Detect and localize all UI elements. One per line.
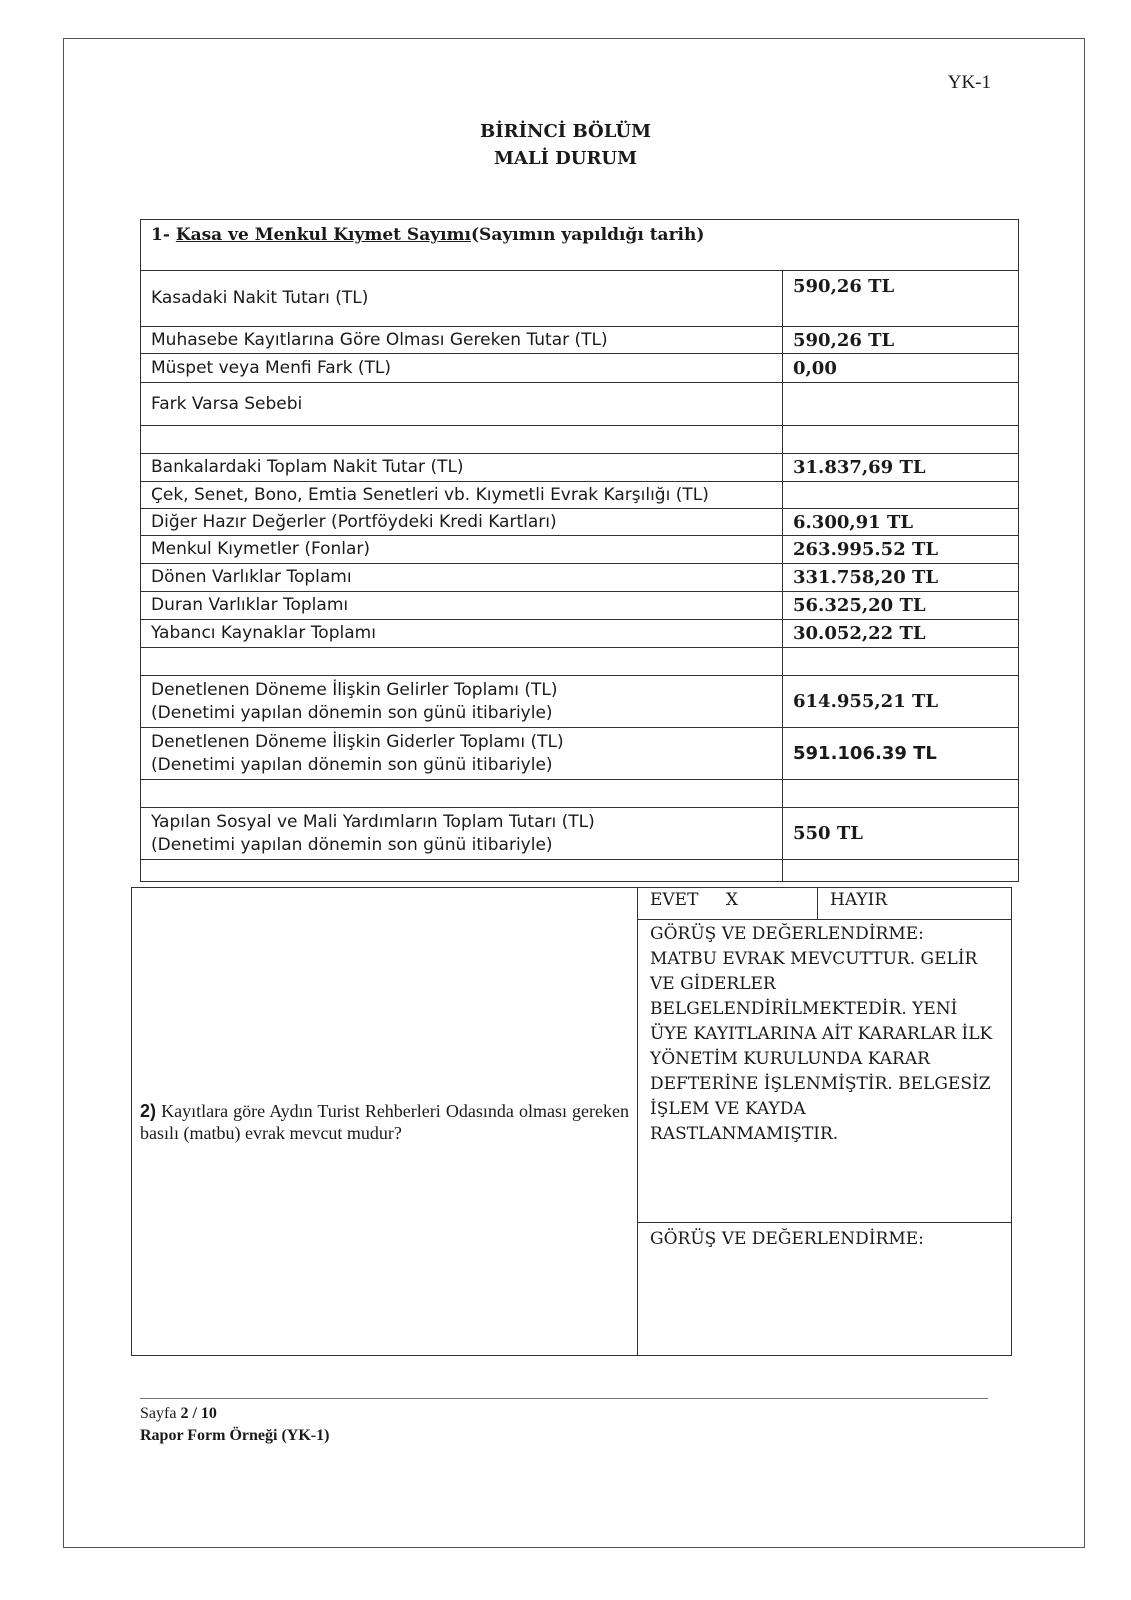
printed-documents-table	[131, 887, 1012, 1356]
opinion1-text: MATBU EVRAK MEVCUTTUR. GELİR VE GİDERLER BELGELENDİRİLMEKTEDİR. YENİ ÜYE KAYITLARINA AİT KARARLAR İLK YÖNETİM KURULUNDA KARAR DEFTERİNE İŞLENMİŞTİR. BELGESİZ İŞLEM VE KAYDA RASTLANMAMIŞTIR.	[650, 949, 993, 1144]
kasa-value: 590,26 TL	[783, 271, 1019, 327]
diger-label: Diğer Hazır Değerler (Portföydeki Kredi Kartları)	[141, 509, 783, 536]
section-heading: BİRİNCİ BÖLÜM	[480, 121, 651, 142]
donen-value: 331.758,20 TL	[783, 564, 1019, 592]
gider-label	[141, 728, 783, 780]
evet-option	[638, 888, 818, 919]
donen-label: Dönen Varlıklar Toplamı	[141, 564, 783, 592]
table-row	[141, 271, 1019, 327]
spacer-row	[141, 780, 1019, 808]
yes-no-cell	[638, 888, 1012, 920]
gelir-label-line2: (Denetimi yapılan dönemin son günü itibariyle)	[151, 702, 553, 723]
page-number	[140, 1403, 329, 1425]
spacer-cell	[783, 426, 1019, 454]
diger-value: 6.300,91 TL	[783, 509, 1019, 536]
table-row	[141, 509, 1019, 536]
spacer-row	[141, 648, 1019, 676]
fark-value: 0,00	[783, 354, 1019, 383]
banka-label: Bankalardaki Toplam Nakit Tutar (TL)	[141, 454, 783, 482]
evet-mark: X	[725, 890, 738, 910]
question-cell	[132, 888, 638, 1356]
table-row	[141, 592, 1019, 620]
cek-value	[783, 482, 1019, 509]
spacer-row	[141, 426, 1019, 454]
question-text: Kayıtlara göre Aydın Turist Rehberleri Odasında olması gereken basılı (matbu) evrak mevcut mudur?	[140, 1100, 629, 1143]
yardim-value: 550 TL	[783, 808, 1019, 860]
table-row	[141, 482, 1019, 509]
spacer-cell	[783, 860, 1019, 882]
spacer-cell	[783, 648, 1019, 676]
question-number: 2)	[140, 1100, 157, 1121]
gelir-value: 614.955,21 TL	[783, 676, 1019, 728]
kasa-label: Kasadaki Nakit Tutarı (TL)	[141, 271, 783, 327]
table-row	[141, 808, 1019, 860]
spacer-cell	[141, 860, 783, 882]
section1-number: 1-	[151, 225, 170, 245]
page-prefix: Sayfa	[140, 1405, 177, 1422]
opinion2-heading: GÖRÜŞ VE DEĞERLENDİRME:	[650, 1229, 924, 1249]
yabanci-label: Yabancı Kaynaklar Toplamı	[141, 620, 783, 648]
hayir-option	[818, 888, 899, 919]
banka-value: 31.837,69 TL	[783, 454, 1019, 482]
yabanci-value: 30.052,22 TL	[783, 620, 1019, 648]
section1-title-underlined: Kasa ve Menkul Kıymet Sayımı	[175, 225, 471, 245]
table-row	[141, 354, 1019, 383]
table-row	[141, 536, 1019, 564]
page-sep: /	[192, 1405, 197, 1422]
form-code: YK-1	[947, 72, 991, 93]
spacer-cell	[141, 780, 783, 808]
menkul-label: Menkul Kıymetler (Fonlar)	[141, 536, 783, 564]
section-subheading: MALİ DURUM	[493, 148, 638, 169]
duran-value: 56.325,20 TL	[783, 592, 1019, 620]
table-row	[141, 383, 1019, 426]
gider-label-line2: (Denetimi yapılan dönemin son günü itibariyle)	[151, 754, 553, 775]
opinion-cell-1	[638, 920, 1012, 1223]
page-current: 2	[180, 1405, 189, 1422]
page-title	[0, 118, 1131, 172]
spacer-cell	[141, 426, 783, 454]
page-total: 10	[200, 1405, 217, 1422]
table-row	[141, 728, 1019, 780]
sebep-label: Fark Varsa Sebebi	[141, 383, 783, 426]
section1-title-rest: (Sayımın yapıldığı tarih)	[471, 225, 705, 245]
table-row	[141, 564, 1019, 592]
menkul-value: 263.995.52 TL	[783, 536, 1019, 564]
form-name: Rapor Form Örneği (YK-1)	[140, 1427, 330, 1444]
cash-securities-table	[140, 219, 1019, 882]
footer	[140, 1403, 329, 1447]
opinion1-heading: GÖRÜŞ VE DEĞERLENDİRME:	[650, 924, 924, 944]
table-row	[141, 327, 1019, 354]
yardim-label-line2: (Denetimi yapılan dönemin son günü itibariyle)	[151, 834, 553, 855]
footer-divider	[140, 1398, 988, 1399]
spacer-cell	[141, 648, 783, 676]
spacer-row	[141, 860, 1019, 882]
yardim-label-line1: Yapılan Sosyal ve Mali Yardımların Toplam Tutarı (TL)	[151, 811, 595, 832]
gider-label-line1: Denetlenen Döneme İlişkin Giderler Toplamı (TL)	[151, 731, 564, 752]
table-row	[141, 620, 1019, 648]
gelir-label	[141, 676, 783, 728]
muhasebe-value: 590,26 TL	[783, 327, 1019, 354]
muhasebe-label: Muhasebe Kayıtlarına Göre Olması Gereken Tutar (TL)	[141, 327, 783, 354]
cek-label: Çek, Senet, Bono, Emtia Senetleri vb. Kıymetli Evrak Karşılığı (TL)	[141, 482, 783, 509]
sebep-value	[783, 383, 1019, 426]
spacer-cell	[783, 780, 1019, 808]
gelir-label-line1: Denetlenen Döneme İlişkin Gelirler Toplamı (TL)	[151, 679, 558, 700]
evet-label: EVET	[650, 890, 699, 910]
duran-label: Duran Varlıklar Toplamı	[141, 592, 783, 620]
opinion-cell-2	[638, 1223, 1012, 1356]
gider-value: 591.106.39 TL	[783, 728, 1019, 780]
hayir-label: HAYIR	[830, 890, 888, 910]
fark-label: Müspet veya Menfi Fark (TL)	[141, 354, 783, 383]
table-row	[141, 676, 1019, 728]
table-row	[141, 454, 1019, 482]
section1-title	[141, 220, 1019, 271]
yardim-label	[141, 808, 783, 860]
